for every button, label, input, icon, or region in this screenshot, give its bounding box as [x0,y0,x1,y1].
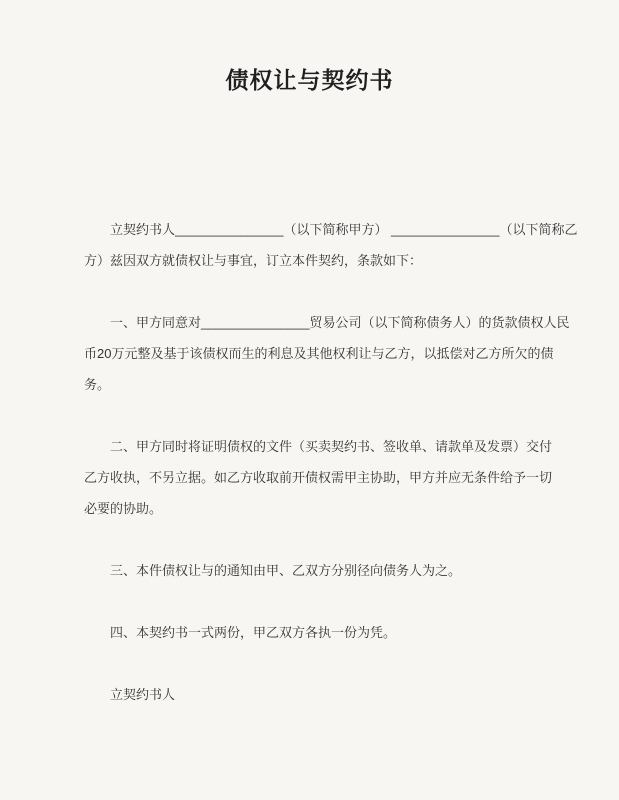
paragraph-line: 四、本契约书一式两份，甲乙双方各执一份为凭。 [110,625,397,640]
paragraph-line: 乙方收执，不另立据。如乙方收取前开债权需甲主协助，甲方并应无条件给予一切 [84,470,553,485]
paragraph-line: 务。 [84,377,111,392]
signature-party-line [84,679,579,710]
intro-paragraph [84,214,579,276]
paragraph-line: 必要的协助。 [84,501,163,516]
clause-2 [84,431,579,524]
paragraph-line: 二、甲方同时将证明债权的文件（买卖契约书、签收单、请款单及发票）交付 [110,439,553,454]
paragraph-line: 币20万元整及基于该债权而生的利息及其他权利让与乙方，以抵偿对乙方所欠的债 [84,346,554,361]
paragraph-line: 方）兹因双方就债权让与事宜，订立本件契约，条款如下： [84,253,423,268]
document-title: 债权让与契约书 [225,67,394,93]
paragraph-line: 一、甲方同意对_______________贸易公司（以下简称债务人）的货款债权人民 [110,315,570,330]
document-body [84,214,579,710]
clause-1 [84,307,579,400]
paragraph-line: 立契约书人_______________（以下简称甲方） _______________（以下简称乙 [110,222,578,237]
clause-4 [84,617,579,648]
paragraph-line: 立契约书人 [110,687,176,702]
paragraph-line: 三、本件债权让与的通知由甲、乙双方分别径向债务人为之。 [110,563,462,578]
clause-3 [84,555,579,586]
